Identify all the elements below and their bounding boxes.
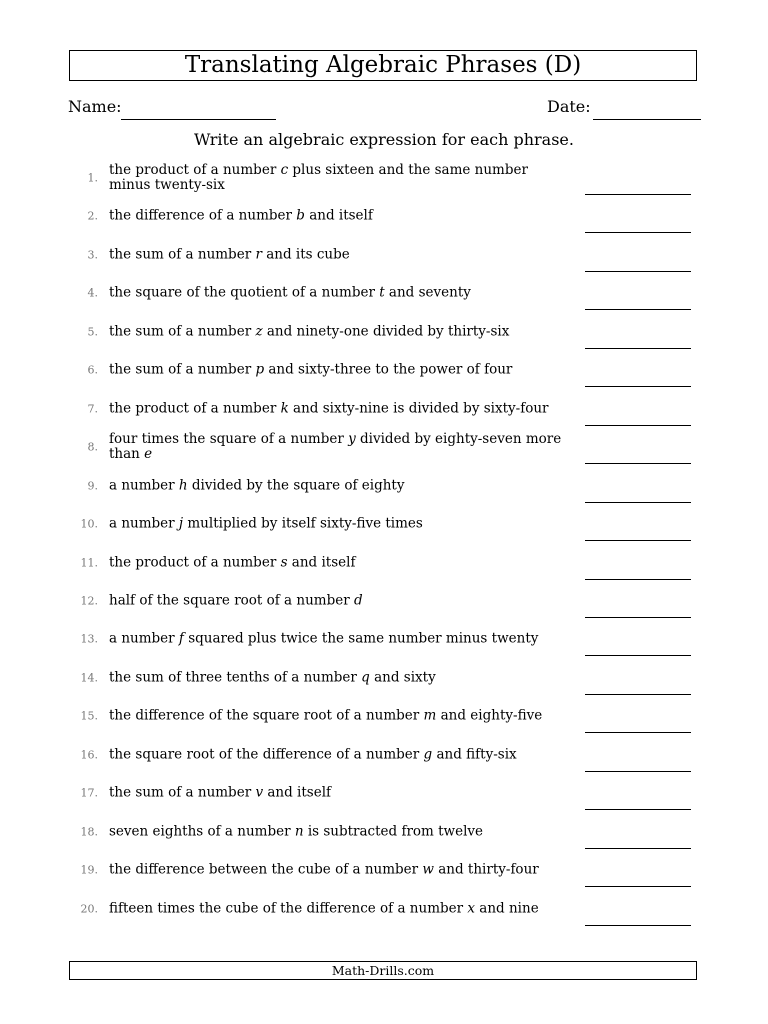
problem-text: the sum of a number z and ninety-one divided by thirty-six xyxy=(109,323,510,340)
problem-text: the square root of the difference of a number g and fifty-six xyxy=(109,746,517,763)
problem-number: 16. xyxy=(80,748,98,762)
variable: t xyxy=(379,284,385,301)
problem-number: 8. xyxy=(87,440,98,454)
problem-item xyxy=(0,236,768,274)
variable: h xyxy=(178,477,188,494)
variable: j xyxy=(178,515,184,532)
problem-item xyxy=(0,890,768,928)
answer-line[interactable] xyxy=(585,348,691,349)
variable: w xyxy=(422,861,434,878)
variable: r xyxy=(255,246,262,263)
problem-number: 6. xyxy=(87,363,98,377)
problem-number: 12. xyxy=(80,594,98,608)
worksheet-title: Translating Algebraic Phrases (D) xyxy=(69,50,697,81)
problem-item xyxy=(0,390,768,428)
problem-number: 18. xyxy=(80,825,98,839)
problem-number: 11. xyxy=(80,556,98,569)
problem-text: the sum of a number p and sixty-three to the power of four xyxy=(109,361,513,378)
variable: x xyxy=(467,900,476,917)
variable: c xyxy=(280,162,289,178)
problem-item xyxy=(0,505,768,543)
answer-line[interactable] xyxy=(585,271,691,272)
answer-line[interactable] xyxy=(585,771,691,772)
problem-number: 20. xyxy=(80,902,98,916)
problem-text: the difference between the cube of a number w and thirty-four xyxy=(109,861,539,878)
problem-item xyxy=(0,197,768,235)
problem-number: 5. xyxy=(87,325,98,339)
variable: f xyxy=(178,630,184,647)
variable: k xyxy=(280,400,289,417)
problem-number: 13. xyxy=(80,632,98,646)
problem-text: a number f squared plus twice the same number minus twenty xyxy=(109,630,539,647)
answer-line[interactable] xyxy=(585,925,691,926)
problem-item xyxy=(0,351,768,389)
answer-line[interactable] xyxy=(585,540,691,541)
problem-number: 1. xyxy=(87,171,98,185)
problem-text: the difference of the square root of a number m and eighty-five xyxy=(109,707,543,724)
problem-item xyxy=(0,659,768,697)
variable: y xyxy=(348,431,356,448)
problem-number: 14. xyxy=(80,671,98,685)
problem-number: 9. xyxy=(87,479,98,493)
answer-line[interactable] xyxy=(585,425,691,426)
problem-text: the sum of a number v and itself xyxy=(109,784,332,801)
problem-text: fifteen times the cube of the difference of a number x and nine xyxy=(109,900,539,917)
variable: q xyxy=(361,669,370,686)
problem-number: 19. xyxy=(80,863,98,877)
problem-text: the sum of three tenths of a number q and sixty xyxy=(109,669,436,686)
instructions: Write an algebraic expression for each phrase. xyxy=(194,130,574,149)
answer-line[interactable] xyxy=(585,732,691,733)
problem-item xyxy=(0,274,768,312)
answer-line[interactable] xyxy=(585,386,691,387)
variable: z xyxy=(255,323,263,340)
answer-line[interactable] xyxy=(585,848,691,849)
variable: s xyxy=(280,554,288,570)
variable: d xyxy=(353,592,363,609)
answer-line[interactable] xyxy=(585,502,691,503)
problem-text: a number h divided by the square of eighty xyxy=(109,477,405,494)
problem-text: the product of a number k and sixty-nine is divided by sixty-four xyxy=(109,400,549,417)
answer-line[interactable] xyxy=(585,194,691,195)
problem-text: four times the square of a number y divided by eighty-seven more than e xyxy=(109,431,562,463)
answer-line[interactable] xyxy=(585,655,691,656)
variable: p xyxy=(255,361,265,378)
name-input-line[interactable] xyxy=(121,119,276,120)
answer-line[interactable] xyxy=(585,309,691,310)
name-label: Name: xyxy=(68,97,122,116)
answer-line[interactable] xyxy=(585,579,691,580)
problem-item xyxy=(0,428,768,466)
answer-line[interactable] xyxy=(585,886,691,887)
answer-line[interactable] xyxy=(585,232,691,233)
variable: e xyxy=(144,446,153,463)
problem-item xyxy=(0,313,768,351)
problem-item xyxy=(0,159,768,197)
problem-item xyxy=(0,620,768,658)
answer-line[interactable] xyxy=(585,694,691,695)
problem-number: 17. xyxy=(80,786,98,800)
problem-text: the product of a number s and itself xyxy=(109,554,356,570)
problem-text: the difference of a number b and itself xyxy=(109,207,373,224)
footer: Math-Drills.com xyxy=(69,961,697,980)
answer-line[interactable] xyxy=(585,617,691,618)
variable: m xyxy=(423,707,437,724)
answer-line[interactable] xyxy=(585,809,691,810)
problem-number: 15. xyxy=(80,709,98,723)
variable: v xyxy=(255,784,264,801)
problem-number: 2. xyxy=(87,209,98,223)
date-input-line[interactable] xyxy=(593,119,701,120)
problem-item xyxy=(0,544,768,582)
variable: n xyxy=(294,823,304,840)
problem-text: the product of a number c plus sixteen and the same number minus twenty-six xyxy=(109,162,528,193)
problem-number: 4. xyxy=(87,286,98,300)
problem-item xyxy=(0,774,768,812)
date-label: Date: xyxy=(547,97,591,116)
problem-item xyxy=(0,813,768,851)
problem-text: seven eighths of a number n is subtracted from twelve xyxy=(109,823,484,840)
problem-item xyxy=(0,582,768,620)
problem-text: the square of the quotient of a number t and seventy xyxy=(109,284,471,301)
problem-number: 7. xyxy=(87,402,98,416)
problem-number: 10. xyxy=(80,517,98,531)
problem-item xyxy=(0,467,768,505)
problem-item xyxy=(0,736,768,774)
variable: b xyxy=(296,207,305,224)
problem-number: 3. xyxy=(87,248,98,262)
problem-text: half of the square root of a number d xyxy=(109,592,363,609)
variable: g xyxy=(423,746,433,763)
problem-item xyxy=(0,851,768,889)
problem-item xyxy=(0,697,768,735)
problem-text: a number j multiplied by itself sixty-five times xyxy=(109,515,423,532)
problem-text: the sum of a number r and its cube xyxy=(109,246,350,263)
answer-line[interactable] xyxy=(585,463,691,464)
